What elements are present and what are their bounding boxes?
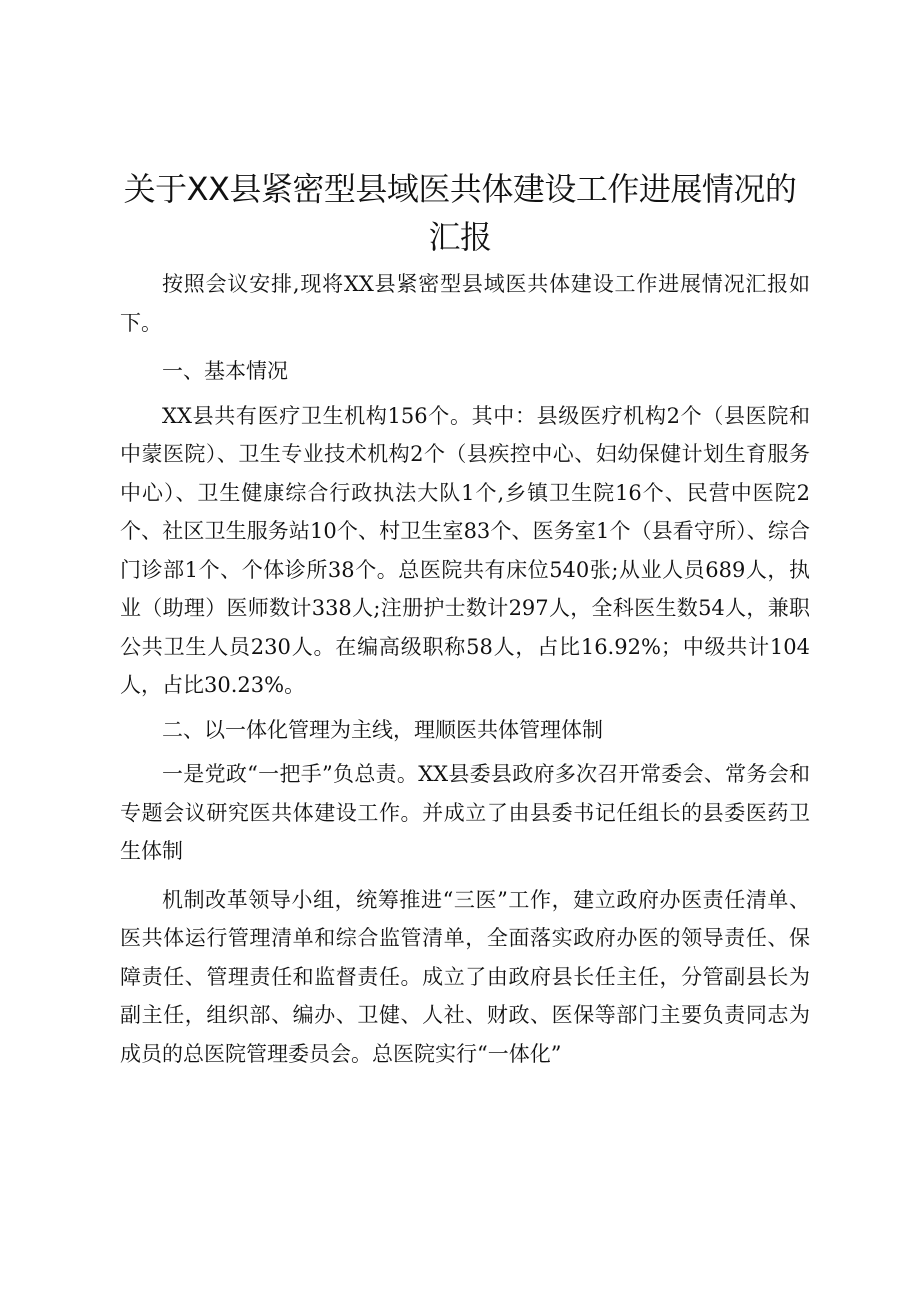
section-heading-basic-situation: 一、基本情况 <box>162 359 288 383</box>
section-heading-management: 二、以一体化管理为主线，理顺医共体管理体制 <box>162 717 603 742</box>
basic-situation-paragraph: XX县共有医疗卫生机构156个。其中：县级医疗机构2个（县医院和中蒙医院）、卫生专业技术机构2个（县疾控中心、妇幼保健计划生育服务中心）、卫生健康综合行政执法大队1个,乡镇卫生院16个、民营中医院2个、社区卫生服务站10个、村卫生室83个、医务室1个（县看守所）、综合门诊部1个、个体诊所38个。总医院共有床位540张;从业人员689人，执业（助理）医师数计338人;注册护士数计297人，全科医生数54人，兼职公共卫生人员230人。在编高级职称58人，占比16.92%；中级共计104人，占比30.23%。 <box>120 403 810 697</box>
intro-paragraph: 按照会议安排,现将XX县紧密型县域医共体建设工作进展情况汇报如下。 <box>120 272 810 335</box>
document-title: 关于XX县紧密型县域医共体建设工作进展情况的汇报 <box>123 170 797 256</box>
document-body <box>120 265 810 1073</box>
management-paragraph-2: 机制改革领导小组，统筹推进“三医”工作，建立政府办医责任清单、医共体运行管理清单和综合监管清单，全面落实政府办医的领导责任、保障责任、管理责任和监督责任。成立了由政府县长任主任，分管副县长为副主任，组织部、编办、卫健、人社、财政、医保等部门主要负责同志为成员的总医院管理委员会。总医院实行“一体化” <box>120 887 810 1066</box>
management-paragraph-1: 一是党政“一把手”负总责。XX县委县政府多次召开常委会、常务会和专题会议研究医共体建设工作。并成立了由县委书记任组长的县委医药卫生体制 <box>120 762 810 863</box>
